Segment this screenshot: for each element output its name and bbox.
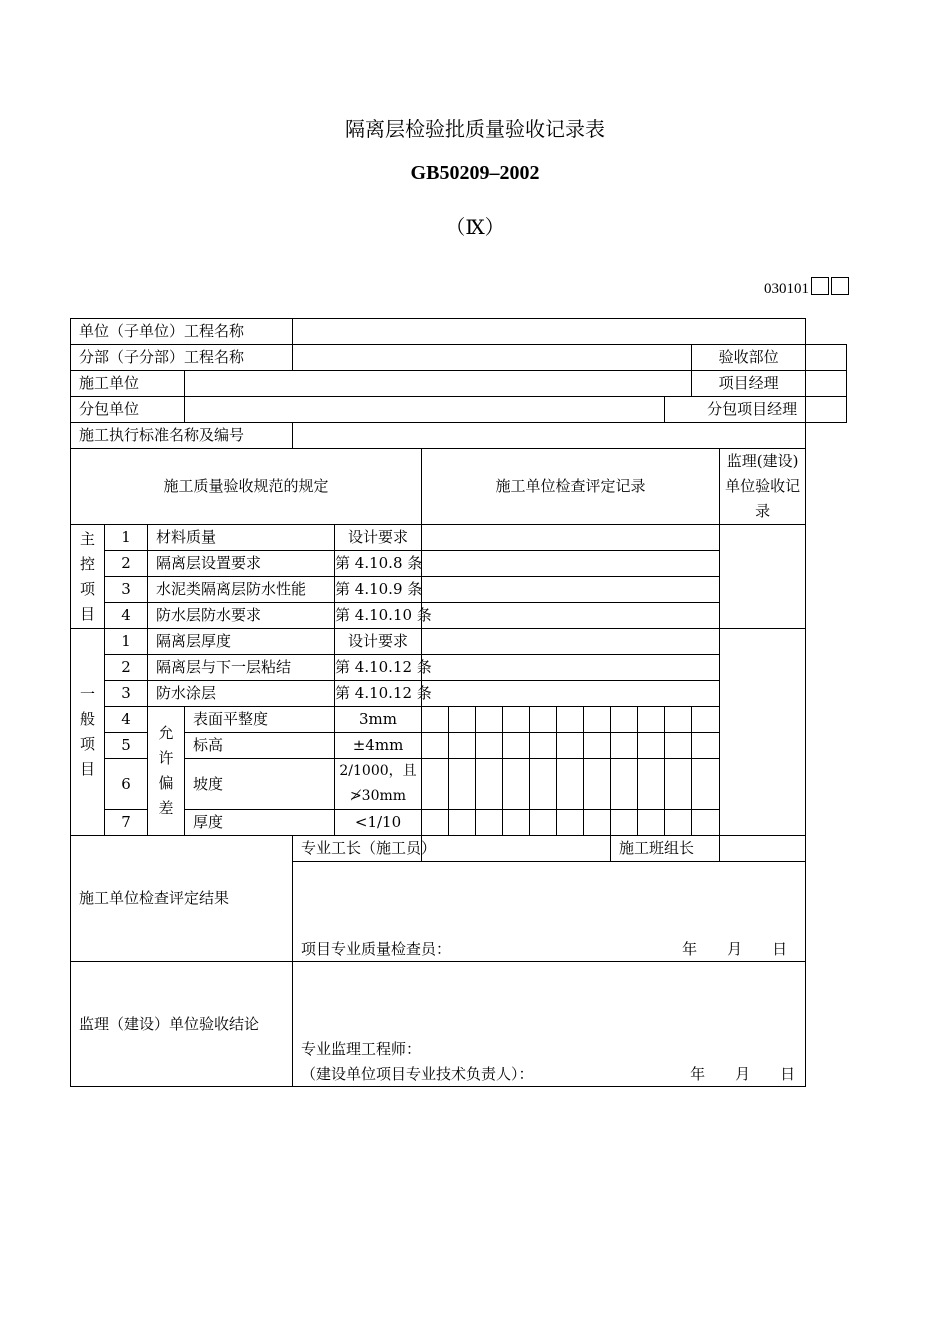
measure-cell[interactable] bbox=[584, 733, 611, 759]
measure-cell[interactable] bbox=[692, 759, 720, 810]
acceptance-part-field[interactable] bbox=[806, 345, 847, 371]
item-no: 5 bbox=[105, 733, 148, 759]
subcontractor-label: 分包单位 bbox=[71, 397, 185, 423]
supervision-header: 监理(建设)单位验收记录 bbox=[720, 449, 806, 525]
item-name: 厚度 bbox=[185, 810, 335, 836]
item-requirement: 设计要求 bbox=[335, 525, 422, 551]
item-requirement: 设计要求 bbox=[335, 629, 422, 655]
measure-cell[interactable] bbox=[584, 707, 611, 733]
measure-cell[interactable] bbox=[611, 707, 638, 733]
item-requirement: 3mm bbox=[335, 707, 422, 733]
team-leader-label: 施工班组长 bbox=[611, 836, 720, 862]
sub-project-manager-label: 分包项目经理 bbox=[665, 397, 806, 423]
item-no: 7 bbox=[105, 810, 148, 836]
item-name: 坡度 bbox=[185, 759, 335, 810]
measure-cell[interactable] bbox=[638, 810, 665, 836]
foreman-label: 专业工长（施工员） bbox=[293, 836, 422, 862]
spec-header: 施工质量验收规范的规定 bbox=[71, 449, 422, 525]
measure-cell[interactable] bbox=[422, 810, 449, 836]
sub-name-field[interactable] bbox=[293, 345, 692, 371]
inspection-table bbox=[70, 318, 847, 1087]
item-requirement: <1/10 bbox=[335, 810, 422, 836]
item-requirement: 第 4.10.12 条 bbox=[335, 681, 422, 707]
engineer-label: 专业监理工程师： bbox=[301, 1040, 422, 1058]
conclusion-date: 年 月 日 bbox=[690, 1065, 796, 1083]
measure-cell[interactable] bbox=[449, 733, 476, 759]
check-record-field[interactable] bbox=[422, 577, 720, 603]
item-name: 水泥类隔离层防水性能 bbox=[148, 577, 335, 603]
item-name: 隔离层厚度 bbox=[148, 629, 335, 655]
measure-cell[interactable] bbox=[611, 733, 638, 759]
result-date: 年 月 日 bbox=[682, 940, 788, 958]
measure-cell[interactable] bbox=[584, 759, 611, 810]
measure-cell[interactable] bbox=[557, 707, 584, 733]
measure-cell[interactable] bbox=[665, 707, 692, 733]
measure-cell[interactable] bbox=[503, 733, 530, 759]
general-items-label: 一 般 项 目 bbox=[71, 629, 105, 836]
measure-cell[interactable] bbox=[665, 810, 692, 836]
exec-standard-field[interactable] bbox=[293, 423, 806, 449]
inspector-label: 项目专业质量检查员： bbox=[301, 940, 452, 958]
measure-cell[interactable] bbox=[557, 759, 584, 810]
record-code-text: 030101 bbox=[764, 281, 809, 297]
measure-cell[interactable] bbox=[665, 759, 692, 810]
item-name: 防水层防水要求 bbox=[148, 603, 335, 629]
check-record-field[interactable] bbox=[422, 629, 720, 655]
form-number: （Ⅸ） bbox=[445, 215, 505, 239]
measure-cell[interactable] bbox=[638, 707, 665, 733]
item-requirement: 第 4.10.9 条 bbox=[335, 577, 422, 603]
item-requirement: 第 4.10.10 条 bbox=[335, 603, 422, 629]
measure-cell[interactable] bbox=[476, 733, 503, 759]
item-requirement: 第 4.10.8 条 bbox=[335, 551, 422, 577]
measure-cell[interactable] bbox=[422, 733, 449, 759]
item-name: 隔离层设置要求 bbox=[148, 551, 335, 577]
conclusion-sign-area[interactable] bbox=[293, 962, 806, 1087]
item-no: 3 bbox=[105, 577, 148, 603]
project-manager-field[interactable] bbox=[806, 371, 847, 397]
measure-cell[interactable] bbox=[530, 810, 557, 836]
measure-cell[interactable] bbox=[503, 707, 530, 733]
acceptance-part-label: 验收部位 bbox=[692, 345, 806, 371]
sub-name-label: 分部（子分部）工程名称 bbox=[71, 345, 293, 371]
unit-name-label: 单位（子单位）工程名称 bbox=[71, 319, 293, 345]
team-leader-field[interactable] bbox=[720, 836, 806, 862]
check-record-field[interactable] bbox=[422, 525, 720, 551]
slope-req-line1: 2/1000，且 bbox=[339, 763, 417, 779]
check-record-field[interactable] bbox=[422, 655, 720, 681]
main-supervision-field[interactable] bbox=[720, 525, 806, 629]
item-name: 材料质量 bbox=[148, 525, 335, 551]
item-name: 表面平整度 bbox=[185, 707, 335, 733]
item-no: 4 bbox=[105, 707, 148, 733]
measure-cell[interactable] bbox=[692, 707, 720, 733]
measure-cell[interactable] bbox=[557, 733, 584, 759]
measure-cell[interactable] bbox=[611, 759, 638, 810]
item-requirement bbox=[335, 759, 422, 810]
contractor-field[interactable] bbox=[185, 371, 692, 397]
check-record-field[interactable] bbox=[422, 681, 720, 707]
measure-cell[interactable] bbox=[530, 759, 557, 810]
foreman-field[interactable] bbox=[422, 836, 611, 862]
code-box-1[interactable] bbox=[811, 277, 829, 295]
measure-cell[interactable] bbox=[557, 810, 584, 836]
check-record-field[interactable] bbox=[422, 551, 720, 577]
measure-cell[interactable] bbox=[476, 759, 503, 810]
owner-rep-label: （建设单位项目专业技术负责人）： bbox=[301, 1065, 534, 1083]
measure-cell[interactable] bbox=[665, 733, 692, 759]
item-no: 3 bbox=[105, 681, 148, 707]
check-header: 施工单位检查评定记录 bbox=[422, 449, 720, 525]
standard-code: GB50209–2002 bbox=[410, 162, 540, 184]
measure-cell[interactable] bbox=[530, 707, 557, 733]
unit-name-field[interactable] bbox=[293, 319, 806, 345]
result-label: 施工单位检查评定结果 bbox=[71, 836, 293, 962]
conclusion-label: 监理（建设）单位验收结论 bbox=[71, 962, 293, 1087]
measure-cell[interactable] bbox=[476, 810, 503, 836]
main-items-label: 主 控 项 目 bbox=[71, 525, 105, 629]
measure-cell[interactable] bbox=[449, 759, 476, 810]
item-name: 防水涂层 bbox=[148, 681, 335, 707]
measure-cell[interactable] bbox=[503, 810, 530, 836]
item-no: 1 bbox=[105, 629, 148, 655]
measure-cell[interactable] bbox=[503, 759, 530, 810]
measure-cell[interactable] bbox=[611, 810, 638, 836]
item-no: 2 bbox=[105, 655, 148, 681]
measure-cell[interactable] bbox=[638, 759, 665, 810]
measure-cell[interactable] bbox=[638, 733, 665, 759]
result-sign-area[interactable] bbox=[293, 862, 806, 962]
slope-req-line2: ≯30mm bbox=[349, 788, 407, 804]
measure-cell[interactable] bbox=[692, 733, 720, 759]
contractor-label: 施工单位 bbox=[71, 371, 185, 397]
record-code bbox=[764, 277, 849, 298]
measure-cell[interactable] bbox=[422, 759, 449, 810]
check-record-field[interactable] bbox=[422, 603, 720, 629]
general-supervision-field[interactable] bbox=[720, 629, 806, 836]
page-title: 隔离层检验批质量验收记录表 bbox=[345, 117, 605, 141]
sub-project-manager-field[interactable] bbox=[806, 397, 847, 423]
item-requirement: ±4mm bbox=[335, 733, 422, 759]
measure-cell[interactable] bbox=[449, 810, 476, 836]
measure-cell[interactable] bbox=[530, 733, 557, 759]
tolerance-label: 允 许 偏 差 bbox=[148, 707, 185, 836]
item-name: 隔离层与下一层粘结 bbox=[148, 655, 335, 681]
code-box-2[interactable] bbox=[831, 277, 849, 295]
item-name: 标高 bbox=[185, 733, 335, 759]
item-no: 6 bbox=[105, 759, 148, 810]
exec-standard-label: 施工执行标准名称及编号 bbox=[71, 423, 293, 449]
measure-cell[interactable] bbox=[692, 810, 720, 836]
measure-cell[interactable] bbox=[422, 707, 449, 733]
item-no: 2 bbox=[105, 551, 148, 577]
project-manager-label: 项目经理 bbox=[692, 371, 806, 397]
measure-cell[interactable] bbox=[476, 707, 503, 733]
measure-cell[interactable] bbox=[449, 707, 476, 733]
item-requirement: 第 4.10.12 条 bbox=[335, 655, 422, 681]
item-no: 1 bbox=[105, 525, 148, 551]
item-no: 4 bbox=[105, 603, 148, 629]
measure-cell[interactable] bbox=[584, 810, 611, 836]
subcontractor-field[interactable] bbox=[185, 397, 665, 423]
